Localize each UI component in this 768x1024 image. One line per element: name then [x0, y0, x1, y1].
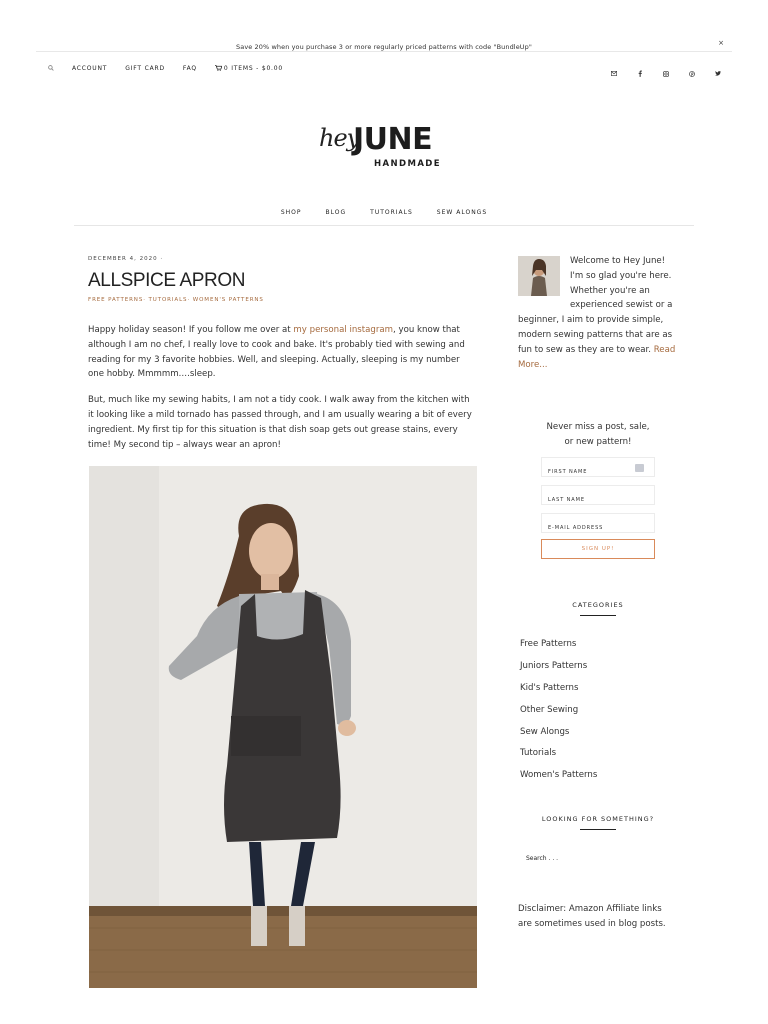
newsletter-title-line: or new pattern! — [564, 436, 632, 447]
search-box — [520, 845, 670, 865]
category-link[interactable]: Free Patterns — [520, 639, 577, 649]
about-text: Welcome to Hey June! I'm so glad you're here. Whether you're an experienced sewist or a beginner, I aim to provide simple, modern sewing patterns that are as fun to sew as they are to wear. — [518, 256, 673, 355]
logo-june: JUNE — [353, 122, 433, 157]
post-photo — [89, 466, 477, 988]
utility-bar — [36, 60, 732, 80]
email-icon[interactable] — [609, 69, 618, 78]
promo-bar — [36, 34, 732, 52]
category-link[interactable]: Other Sewing — [520, 704, 579, 715]
post-categories — [88, 297, 478, 303]
author-avatar — [518, 256, 560, 296]
category-link[interactable]: Tutorials — [520, 748, 557, 759]
account-link[interactable]: ACCOUNT — [72, 64, 108, 72]
newsletter-title-line: Never miss a post, sale, — [546, 422, 650, 432]
logo-wordmark — [319, 120, 449, 172]
category-link[interactable]: Women's Patterns — [520, 770, 598, 781]
email-field-wrap — [541, 513, 655, 533]
cart-icon — [215, 65, 222, 71]
nav-item-tutorials[interactable]: TUTORIALS — [370, 209, 413, 216]
site-logo[interactable] — [0, 120, 768, 172]
list-item — [520, 697, 670, 719]
list-item — [520, 675, 670, 697]
sidebar — [518, 254, 678, 372]
search-widget-title: LOOKING FOR SOMETHING? — [541, 815, 655, 823]
post-paragraph — [88, 323, 478, 382]
list-item — [520, 719, 670, 741]
utility-links — [48, 60, 283, 76]
post-text: Happy holiday season! If you follow me over at — [88, 325, 294, 335]
promo-text: Save 20% when you purchase 3 or more regularly priced patterns with code "BundleUp" — [236, 43, 532, 51]
about-widget — [518, 254, 678, 372]
post-title: ALLSPICE APRON — [88, 270, 246, 291]
last-name-field[interactable] — [542, 491, 654, 509]
social-links — [609, 69, 722, 78]
newsletter-title — [532, 420, 664, 449]
read-more-link[interactable]: Read More... — [518, 344, 676, 370]
pinterest-icon[interactable] — [687, 69, 696, 78]
list-item — [520, 631, 670, 653]
categories-rule — [580, 615, 616, 616]
faq-link[interactable]: FAQ — [182, 64, 197, 72]
list-item — [520, 740, 670, 762]
categories-list — [520, 631, 670, 784]
post-date: DECEMBER 4, 2020 · — [88, 256, 164, 262]
twitter-icon[interactable] — [713, 69, 722, 78]
list-item — [520, 653, 670, 675]
nav-item-sew-alongs[interactable]: SEW ALONGS — [436, 209, 488, 216]
main-nav — [74, 206, 694, 226]
autofill-icon[interactable] — [635, 464, 644, 472]
blog-post — [88, 256, 478, 452]
categories-title: CATEGORIES — [572, 601, 624, 609]
facebook-icon[interactable] — [635, 69, 644, 78]
post-text: , you know that although I am no chef, I really love to cook and bake. It's probably tied with sewing and reading for my 3 favorite hobbies. Well, and sleeping. Actually, sleeping is my number one hobby. Mmmmm….sleep. — [88, 325, 465, 380]
nav-item-blog[interactable]: BLOG — [325, 209, 347, 216]
post-paragraph: But, much like my sewing habits, I am not a tidy cook. I walk away from the kitchen with it looking like a mild tornado has passed through, and I am usually wearing a bit of every ingredient. My first tip for this situation is that dish soap gets out grease stains, every time! My second tip – always wear an apron! — [88, 395, 472, 450]
email-field[interactable] — [542, 519, 654, 537]
search-input[interactable] — [520, 849, 670, 869]
logo-handmade: HANDMADE — [374, 159, 441, 169]
sign-up-button[interactable]: SIGN UP! — [541, 539, 655, 559]
category-link[interactable]: Kid's Patterns — [520, 682, 579, 693]
search-widget-rule — [580, 829, 616, 830]
cart-link[interactable] — [215, 65, 283, 72]
nav-item-shop[interactable]: SHOP — [280, 209, 302, 216]
logo-hey: hey — [319, 124, 360, 152]
instagram-icon[interactable] — [661, 69, 670, 78]
newsletter-form — [532, 420, 664, 559]
list-item — [520, 762, 670, 784]
post-category-links[interactable]: FREE PATTERNS· TUTORIALS· WOMEN'S PATTERNS — [88, 297, 264, 303]
disclaimer-text: Disclaimer: Amazon Affiliate links are sometimes used in blog posts. — [518, 904, 666, 929]
close-icon[interactable]: × — [718, 39, 724, 47]
first-name-field-wrap — [541, 457, 655, 477]
instagram-link[interactable]: my personal instagram — [293, 325, 394, 335]
category-link[interactable]: Juniors Patterns — [520, 660, 588, 671]
cart-summary: 0 ITEMS - $0.00 — [223, 64, 283, 72]
search-icon[interactable] — [48, 65, 54, 71]
last-name-field-wrap — [541, 485, 655, 505]
gift-card-link[interactable]: GIFT CARD — [125, 64, 165, 72]
category-link[interactable]: Sew Alongs — [520, 726, 570, 737]
